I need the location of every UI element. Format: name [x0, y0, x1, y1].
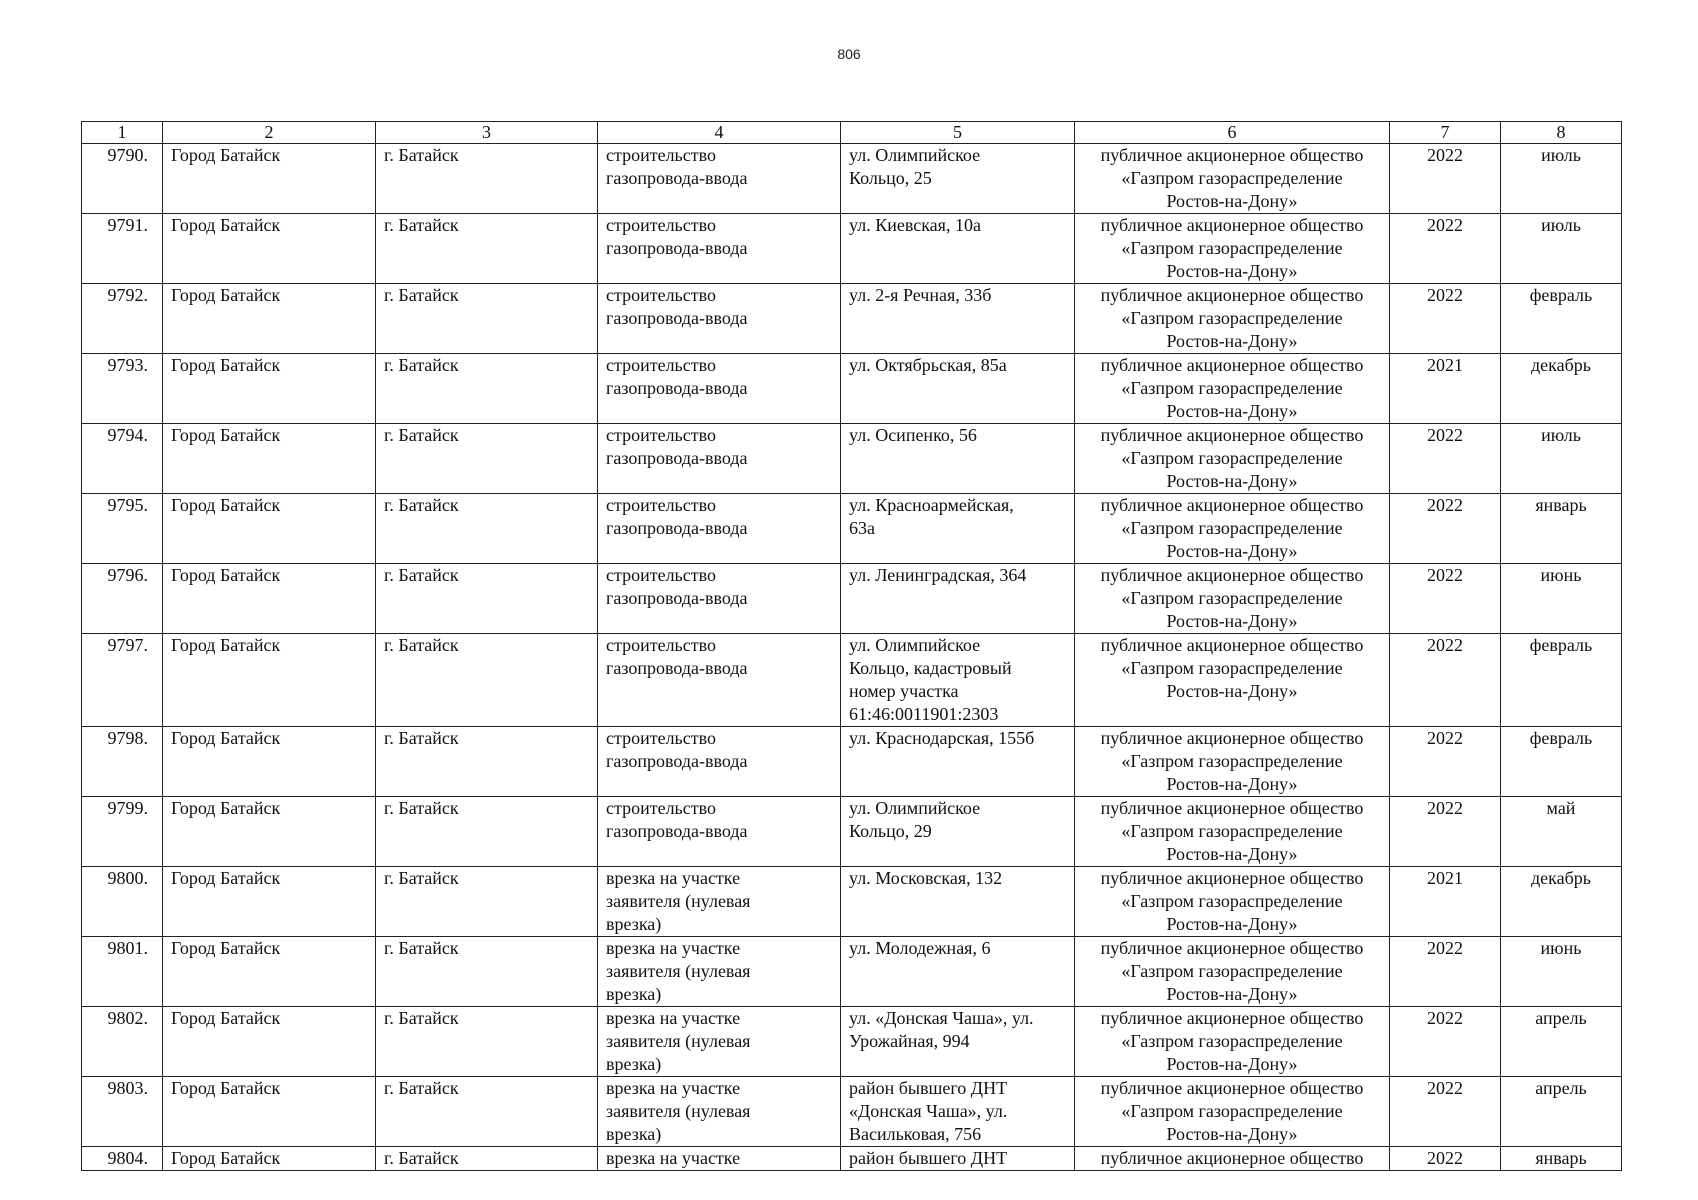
- cell-row-number: 9797.: [82, 634, 163, 727]
- cell-district: Город Батайск: [163, 1007, 376, 1077]
- cell-address: [841, 214, 1075, 284]
- cell-row-number: 9801.: [82, 937, 163, 1007]
- cell-row-number: 9791.: [82, 214, 163, 284]
- cell-work-type-line: газопровода-ввода: [606, 821, 748, 841]
- cell-work-type-line: заявителя (нулевая: [606, 1031, 751, 1051]
- cell-month: февраль: [1501, 727, 1622, 797]
- header-cell-1: 1: [82, 122, 163, 144]
- cell-address: [841, 727, 1075, 797]
- cell-district: Город Батайск: [163, 797, 376, 867]
- cell-settlement: г. Батайск: [376, 1007, 598, 1077]
- cell-organization-line: публичное акционерное общество: [1100, 728, 1364, 748]
- cell-work-type-line: строительство: [606, 728, 716, 748]
- cell-settlement: г. Батайск: [376, 1077, 598, 1147]
- cell-organization-line: Ростов-на-Дону»: [1166, 774, 1298, 794]
- schedule-table: [81, 121, 1622, 1171]
- cell-work-type-line: врезка на участке: [606, 868, 741, 888]
- cell-address: [841, 1147, 1075, 1171]
- cell-work-type: [598, 1007, 841, 1077]
- cell-row-number: 9796.: [82, 564, 163, 634]
- cell-work-type-line: врезка): [606, 984, 662, 1004]
- cell-organization: [1075, 144, 1390, 214]
- cell-month: февраль: [1501, 634, 1622, 727]
- cell-organization-line: Ростов-на-Дону»: [1166, 401, 1298, 421]
- cell-address: [841, 634, 1075, 727]
- cell-settlement: г. Батайск: [376, 1147, 598, 1171]
- cell-work-type: [598, 1077, 841, 1147]
- table-row: [82, 797, 1622, 867]
- header-cell-8: 8: [1501, 122, 1622, 144]
- cell-address-line: Васильковая, 756: [849, 1124, 982, 1144]
- cell-work-type-line: врезка): [606, 1054, 662, 1074]
- cell-address-line: ул. Олимпийское: [849, 145, 981, 165]
- cell-organization-line: «Газпром газораспределение: [1121, 238, 1343, 258]
- cell-work-type-line: газопровода-ввода: [606, 751, 748, 771]
- cell-district: Город Батайск: [163, 1077, 376, 1147]
- cell-address-line: 61:46:0011901:2303: [849, 704, 999, 724]
- cell-row-number: 9798.: [82, 727, 163, 797]
- table-row: [82, 634, 1622, 727]
- cell-year: 2022: [1390, 634, 1501, 727]
- cell-organization: [1075, 1147, 1390, 1171]
- cell-work-type: [598, 214, 841, 284]
- cell-work-type-line: газопровода-ввода: [606, 308, 748, 328]
- table-row: [82, 1077, 1622, 1147]
- cell-organization-line: Ростов-на-Дону»: [1166, 471, 1298, 491]
- cell-organization-line: Ростов-на-Дону»: [1166, 611, 1298, 631]
- cell-settlement: г. Батайск: [376, 867, 598, 937]
- cell-address-line: ул. Московская, 132: [849, 868, 1003, 888]
- cell-month: апрель: [1501, 1007, 1622, 1077]
- cell-year: 2022: [1390, 727, 1501, 797]
- cell-organization-line: «Газпром газораспределение: [1121, 588, 1343, 608]
- cell-organization-line: «Газпром газораспределение: [1121, 1031, 1343, 1051]
- cell-organization-line: публичное акционерное общество: [1100, 1148, 1364, 1168]
- cell-district: Город Батайск: [163, 867, 376, 937]
- cell-year: 2022: [1390, 797, 1501, 867]
- cell-settlement: г. Батайск: [376, 797, 598, 867]
- cell-district: Город Батайск: [163, 937, 376, 1007]
- cell-organization-line: Ростов-на-Дону»: [1166, 261, 1298, 281]
- cell-address-line: Кольцо, 25: [849, 168, 932, 188]
- cell-work-type-line: газопровода-ввода: [606, 588, 748, 608]
- cell-work-type-line: строительство: [606, 215, 716, 235]
- table-row: [82, 937, 1622, 1007]
- table-row: [82, 1007, 1622, 1077]
- header-cell-2: 2: [163, 122, 376, 144]
- cell-organization-line: публичное акционерное общество: [1100, 565, 1364, 585]
- cell-organization-line: публичное акционерное общество: [1100, 1008, 1364, 1028]
- cell-address: [841, 494, 1075, 564]
- cell-work-type: [598, 797, 841, 867]
- cell-work-type-line: строительство: [606, 425, 716, 445]
- cell-month: июль: [1501, 214, 1622, 284]
- cell-organization-line: публичное акционерное общество: [1100, 355, 1364, 375]
- cell-organization-line: Ростов-на-Дону»: [1166, 984, 1298, 1004]
- cell-address: [841, 867, 1075, 937]
- cell-organization-line: Ростов-на-Дону»: [1166, 331, 1298, 351]
- cell-organization-line: «Газпром газораспределение: [1121, 308, 1343, 328]
- cell-work-type: [598, 634, 841, 727]
- cell-work-type-line: газопровода-ввода: [606, 378, 748, 398]
- header-cell-7: 7: [1390, 122, 1501, 144]
- cell-district: Город Батайск: [163, 214, 376, 284]
- table-row: [82, 424, 1622, 494]
- cell-work-type: [598, 867, 841, 937]
- cell-settlement: г. Батайск: [376, 424, 598, 494]
- cell-district: Город Батайск: [163, 284, 376, 354]
- cell-year: 2022: [1390, 494, 1501, 564]
- header-row: [82, 122, 1622, 144]
- cell-organization-line: публичное акционерное общество: [1100, 495, 1364, 515]
- cell-organization-line: «Газпром газораспределение: [1121, 168, 1343, 188]
- cell-organization: [1075, 424, 1390, 494]
- cell-organization: [1075, 1007, 1390, 1077]
- cell-organization-line: публичное акционерное общество: [1100, 215, 1364, 235]
- cell-month: декабрь: [1501, 867, 1622, 937]
- cell-district: Город Батайск: [163, 727, 376, 797]
- cell-work-type-line: строительство: [606, 495, 716, 515]
- cell-row-number: 9803.: [82, 1077, 163, 1147]
- cell-address-line: ул. Осипенко, 56: [849, 425, 977, 445]
- cell-work-type: [598, 937, 841, 1007]
- cell-year: 2022: [1390, 284, 1501, 354]
- header-cell-3: 3: [376, 122, 598, 144]
- cell-address: [841, 354, 1075, 424]
- cell-work-type: [598, 564, 841, 634]
- page-number: 806: [837, 46, 861, 62]
- cell-row-number: 9793.: [82, 354, 163, 424]
- cell-row-number: 9804.: [82, 1147, 163, 1171]
- cell-work-type-line: строительство: [606, 798, 716, 818]
- cell-work-type-line: газопровода-ввода: [606, 658, 748, 678]
- cell-work-type: [598, 494, 841, 564]
- cell-district: Город Батайск: [163, 494, 376, 564]
- cell-address: [841, 797, 1075, 867]
- cell-work-type: [598, 727, 841, 797]
- cell-district: Город Батайск: [163, 564, 376, 634]
- cell-address-line: «Донская Чаша», ул.: [849, 1101, 1008, 1121]
- cell-work-type-line: газопровода-ввода: [606, 518, 748, 538]
- cell-year: 2021: [1390, 867, 1501, 937]
- cell-address: [841, 1007, 1075, 1077]
- cell-row-number: 9790.: [82, 144, 163, 214]
- cell-address-line: ул. Олимпийское: [849, 635, 981, 655]
- cell-address: [841, 1077, 1075, 1147]
- cell-year: 2022: [1390, 937, 1501, 1007]
- cell-month: декабрь: [1501, 354, 1622, 424]
- table-container: [81, 121, 1621, 1168]
- cell-address: [841, 937, 1075, 1007]
- cell-work-type: [598, 424, 841, 494]
- cell-address-line: ул. Киевская, 10а: [849, 215, 981, 235]
- cell-settlement: г. Батайск: [376, 937, 598, 1007]
- cell-organization-line: публичное акционерное общество: [1100, 635, 1364, 655]
- cell-organization: [1075, 867, 1390, 937]
- cell-organization-line: Ростов-на-Дону»: [1166, 914, 1298, 934]
- cell-address-line: ул. Молодежная, 6: [849, 938, 991, 958]
- header-cell-6: 6: [1075, 122, 1390, 144]
- cell-address: [841, 424, 1075, 494]
- cell-address-line: ул. Ленинградская, 364: [849, 565, 1027, 585]
- cell-organization-line: «Газпром газораспределение: [1121, 448, 1343, 468]
- cell-row-number: 9802.: [82, 1007, 163, 1077]
- cell-month: июнь: [1501, 937, 1622, 1007]
- cell-month: январь: [1501, 494, 1622, 564]
- cell-work-type-line: врезка): [606, 1124, 662, 1144]
- cell-district: Город Батайск: [163, 424, 376, 494]
- cell-year: 2022: [1390, 1147, 1501, 1171]
- cell-row-number: 9794.: [82, 424, 163, 494]
- cell-month: январь: [1501, 1147, 1622, 1171]
- cell-month: февраль: [1501, 284, 1622, 354]
- cell-work-type: [598, 1147, 841, 1171]
- table-row: [82, 867, 1622, 937]
- cell-month: июль: [1501, 424, 1622, 494]
- cell-district: Город Батайск: [163, 354, 376, 424]
- cell-work-type-line: строительство: [606, 355, 716, 375]
- cell-work-type-line: заявителя (нулевая: [606, 1101, 751, 1121]
- cell-work-type-line: врезка на участке: [606, 1078, 741, 1098]
- cell-organization-line: «Газпром газораспределение: [1121, 751, 1343, 771]
- cell-year: 2022: [1390, 214, 1501, 284]
- cell-address-line: ул. Краснодарская, 155б: [849, 728, 1035, 748]
- cell-organization-line: «Газпром газораспределение: [1121, 1101, 1343, 1121]
- cell-organization: [1075, 727, 1390, 797]
- cell-organization-line: публичное акционерное общество: [1100, 798, 1364, 818]
- cell-month: май: [1501, 797, 1622, 867]
- cell-organization: [1075, 937, 1390, 1007]
- cell-organization: [1075, 564, 1390, 634]
- cell-organization: [1075, 1077, 1390, 1147]
- table-row: [82, 284, 1622, 354]
- table-row: [82, 1147, 1622, 1171]
- cell-month: апрель: [1501, 1077, 1622, 1147]
- cell-address-line: ул. Октябрьская, 85а: [849, 355, 1007, 375]
- cell-work-type-line: заявителя (нулевая: [606, 961, 751, 981]
- cell-year: 2022: [1390, 1077, 1501, 1147]
- cell-organization-line: Ростов-на-Дону»: [1166, 191, 1298, 211]
- cell-work-type-line: заявителя (нулевая: [606, 891, 751, 911]
- cell-address-line: ул. Красноармейская,: [849, 495, 1014, 515]
- cell-organization-line: Ростов-на-Дону»: [1166, 1124, 1298, 1144]
- cell-year: 2022: [1390, 424, 1501, 494]
- cell-organization-line: публичное акционерное общество: [1100, 425, 1364, 445]
- cell-work-type-line: врезка на участке: [606, 1148, 741, 1168]
- cell-work-type-line: врезка на участке: [606, 1008, 741, 1028]
- cell-settlement: г. Батайск: [376, 494, 598, 564]
- cell-work-type-line: газопровода-ввода: [606, 168, 748, 188]
- cell-row-number: 9799.: [82, 797, 163, 867]
- cell-organization: [1075, 354, 1390, 424]
- cell-address: [841, 284, 1075, 354]
- cell-row-number: 9795.: [82, 494, 163, 564]
- cell-organization-line: публичное акционерное общество: [1100, 145, 1364, 165]
- table-row: [82, 214, 1622, 284]
- cell-address-line: район бывшего ДНТ: [849, 1078, 1008, 1098]
- cell-month: июнь: [1501, 564, 1622, 634]
- cell-settlement: г. Батайск: [376, 214, 598, 284]
- cell-work-type-line: газопровода-ввода: [606, 238, 748, 258]
- cell-organization-line: Ростов-на-Дону»: [1166, 1054, 1298, 1074]
- cell-settlement: г. Батайск: [376, 354, 598, 424]
- table-row: [82, 354, 1622, 424]
- cell-address-line: ул. «Донская Чаша», ул.: [849, 1008, 1034, 1028]
- cell-organization-line: «Газпром газораспределение: [1121, 378, 1343, 398]
- cell-organization-line: «Газпром газораспределение: [1121, 658, 1343, 678]
- cell-settlement: г. Батайск: [376, 284, 598, 354]
- cell-year: 2022: [1390, 144, 1501, 214]
- cell-organization-line: Ростов-на-Дону»: [1166, 681, 1298, 701]
- table-row: [82, 144, 1622, 214]
- cell-address: [841, 144, 1075, 214]
- cell-work-type-line: строительство: [606, 145, 716, 165]
- cell-year: 2022: [1390, 564, 1501, 634]
- cell-address-line: ул. Олимпийское: [849, 798, 981, 818]
- cell-work-type: [598, 144, 841, 214]
- cell-organization-line: «Газпром газораспределение: [1121, 821, 1343, 841]
- cell-address: [841, 564, 1075, 634]
- cell-organization-line: Ростов-на-Дону»: [1166, 541, 1298, 561]
- cell-district: Город Батайск: [163, 144, 376, 214]
- cell-month: июль: [1501, 144, 1622, 214]
- cell-district: Город Батайск: [163, 1147, 376, 1171]
- cell-work-type-line: строительство: [606, 635, 716, 655]
- table-body: [82, 144, 1622, 1171]
- cell-district: Город Батайск: [163, 634, 376, 727]
- cell-address-line: 63а: [849, 518, 875, 538]
- cell-settlement: г. Батайск: [376, 727, 598, 797]
- cell-address-line: район бывшего ДНТ: [849, 1148, 1008, 1168]
- cell-organization: [1075, 284, 1390, 354]
- cell-work-type-line: врезка): [606, 914, 662, 934]
- cell-address-line: Урожайная, 994: [849, 1031, 970, 1051]
- cell-row-number: 9792.: [82, 284, 163, 354]
- cell-organization: [1075, 214, 1390, 284]
- cell-organization: [1075, 494, 1390, 564]
- cell-row-number: 9800.: [82, 867, 163, 937]
- cell-organization-line: «Газпром газораспределение: [1121, 961, 1343, 981]
- cell-settlement: г. Батайск: [376, 564, 598, 634]
- cell-work-type-line: газопровода-ввода: [606, 448, 748, 468]
- cell-year: 2021: [1390, 354, 1501, 424]
- cell-work-type-line: строительство: [606, 285, 716, 305]
- cell-address-line: номер участка: [849, 681, 959, 701]
- cell-work-type: [598, 284, 841, 354]
- cell-organization-line: Ростов-на-Дону»: [1166, 844, 1298, 864]
- cell-organization-line: «Газпром газораспределение: [1121, 518, 1343, 538]
- header-cell-5: 5: [841, 122, 1075, 144]
- cell-address-line: Кольцо, 29: [849, 821, 932, 841]
- header-cell-4: 4: [598, 122, 841, 144]
- cell-settlement: г. Батайск: [376, 634, 598, 727]
- cell-organization-line: публичное акционерное общество: [1100, 868, 1364, 888]
- cell-work-type-line: строительство: [606, 565, 716, 585]
- cell-organization-line: публичное акционерное общество: [1100, 1078, 1364, 1098]
- cell-settlement: г. Батайск: [376, 144, 598, 214]
- cell-address-line: ул. 2-я Речная, 33б: [849, 285, 992, 305]
- cell-organization-line: публичное акционерное общество: [1100, 285, 1364, 305]
- table-row: [82, 727, 1622, 797]
- cell-address-line: Кольцо, кадастровый: [849, 658, 1012, 678]
- table-row: [82, 564, 1622, 634]
- table-row: [82, 494, 1622, 564]
- cell-organization: [1075, 634, 1390, 727]
- cell-organization: [1075, 797, 1390, 867]
- cell-organization-line: публичное акционерное общество: [1100, 938, 1364, 958]
- cell-work-type-line: врезка на участке: [606, 938, 741, 958]
- cell-work-type: [598, 354, 841, 424]
- cell-organization-line: «Газпром газораспределение: [1121, 891, 1343, 911]
- cell-year: 2022: [1390, 1007, 1501, 1077]
